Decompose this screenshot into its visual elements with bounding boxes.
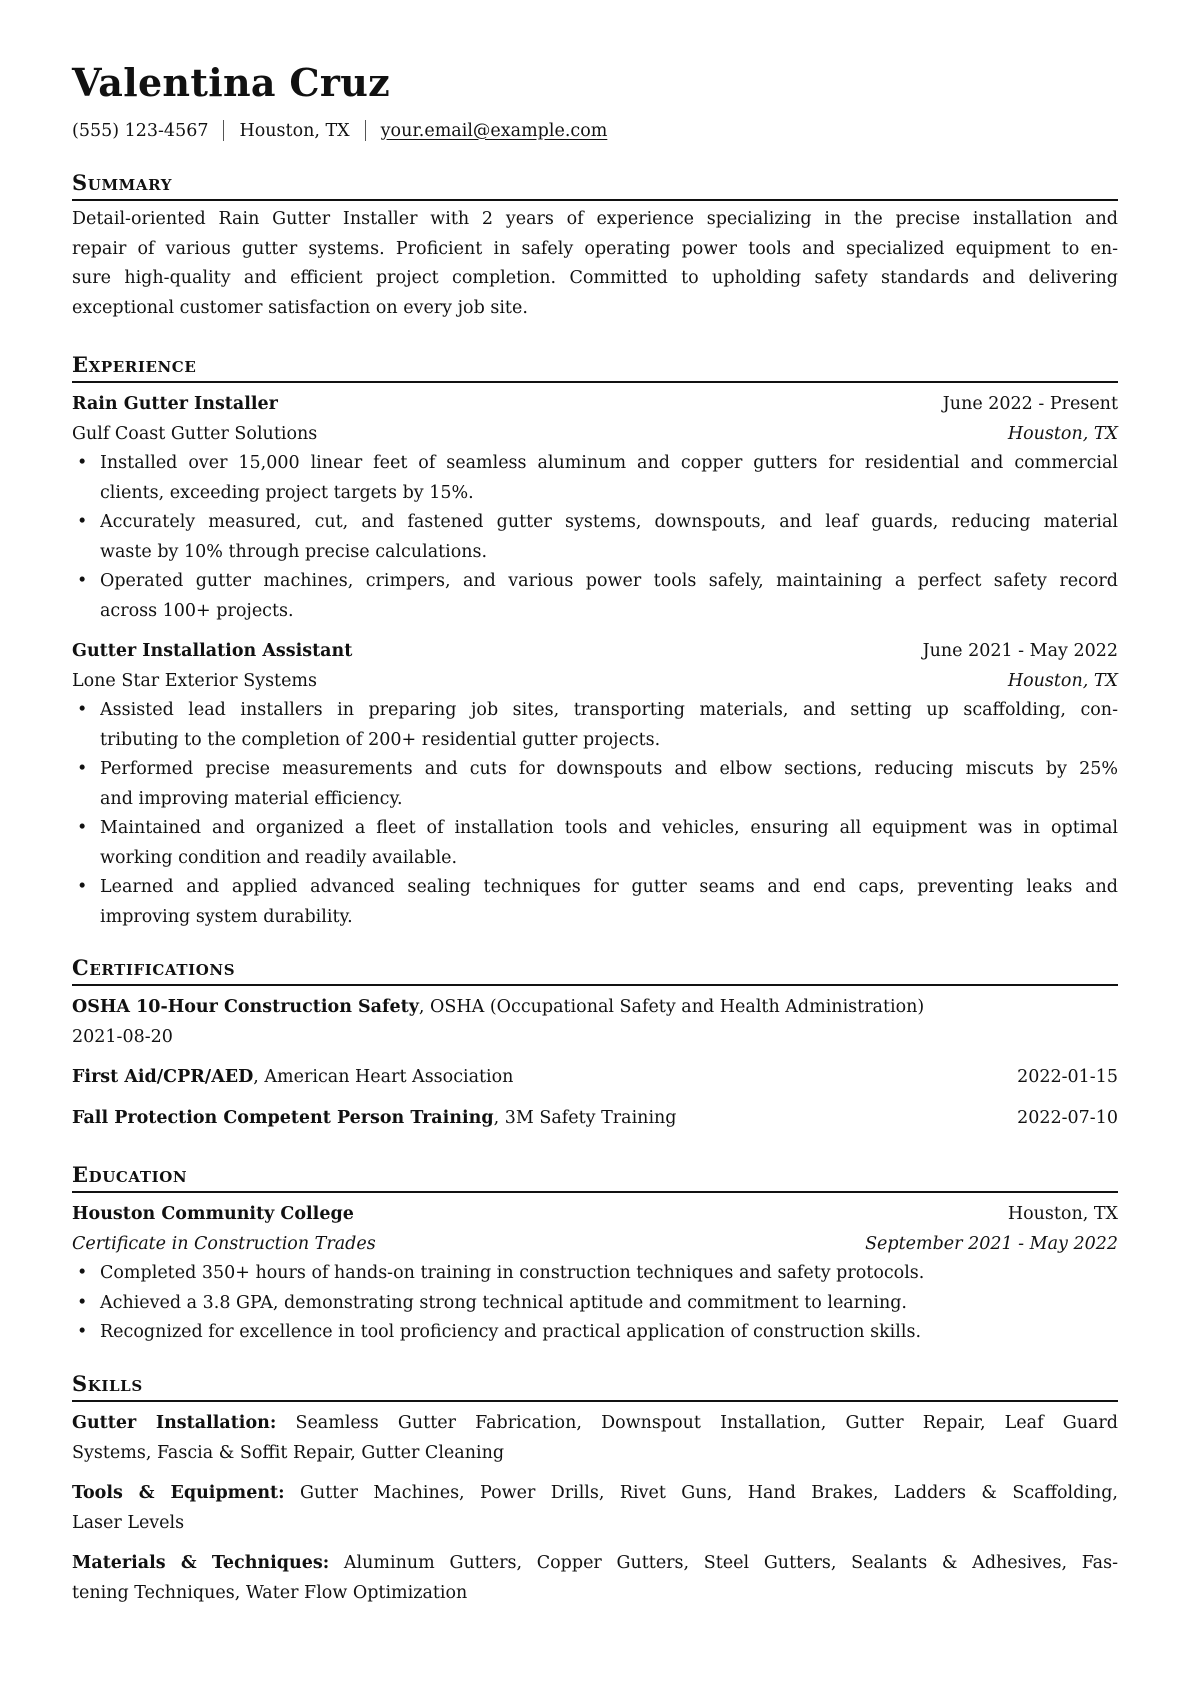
bullet-text: Assisted lead installers in preparing job sites, transporting materials, and setting up scaffolding, con-	[100, 700, 1118, 720]
bullet-icon: •	[77, 877, 88, 897]
bullet-text: tributing to the completion of 200+ residential gutter projects.	[100, 729, 661, 750]
cert-date: 2022-01-15	[1017, 1067, 1118, 1087]
certifications-section	[72, 953, 1118, 1133]
skill-group	[72, 1549, 1118, 1608]
job-dates: June 2022 - Present	[942, 394, 1118, 414]
cert-issuer: , American Heart Association	[253, 1067, 514, 1087]
list-item	[72, 755, 1118, 814]
degree: Certificate in Construction Trades	[72, 1233, 376, 1254]
education-entry	[72, 1200, 1118, 1348]
education-section	[72, 1160, 1118, 1348]
section-title: Education	[72, 1162, 188, 1187]
bullet-text: waste by 10% through precise calculations.	[100, 541, 488, 562]
bullet-icon: •	[77, 571, 88, 591]
section-rule	[72, 381, 1118, 383]
section-rule	[72, 1400, 1118, 1402]
school-name: Houston Community College	[72, 1204, 354, 1224]
bullet-icon: •	[77, 759, 88, 779]
skill-values: Gutter Machines, Power Drills, Rivet Guns, Hand Brakes, Ladders & Scaffolding,	[284, 1483, 1118, 1503]
summary-line: exceptional customer satisfaction on every job site.	[72, 297, 528, 318]
bullet-text: clients, exceeding project targets by 15%.	[100, 482, 474, 503]
summary-line: repair of various gutter systems. Proficient in safely operating power tools and specialized equipment to en-	[72, 238, 1118, 259]
summary-line: Detail-oriented Rain Gutter Installer with 2 years of experience specializing in the precise installation and	[72, 209, 1118, 229]
job-company: Lone Star Exterior Systems	[72, 670, 318, 691]
cert-entry	[72, 1063, 1118, 1093]
cert-name: Fall Protection Competent Person Training	[72, 1107, 494, 1128]
bullet-text: working condition and readily available.	[100, 847, 458, 868]
job-location: Houston, TX	[1007, 423, 1118, 444]
skill-values: Seamless Gutter Fabrication, Downspout Installation, Gutter Repair, Leaf Guard	[276, 1413, 1118, 1433]
bullet-text: Recognized for excellence in tool proficiency and practical application of construction skills.	[100, 1322, 922, 1342]
skill-group	[72, 1409, 1118, 1468]
candidate-name: Valentina Cruz	[72, 60, 390, 105]
school-location: Houston, TX	[1007, 1204, 1118, 1224]
skill-values: tening Techniques, Water Flow Optimization	[72, 1582, 468, 1603]
separator	[223, 120, 224, 141]
summary-section	[72, 168, 1118, 323]
bullet-icon: •	[77, 818, 88, 838]
skill-label: Tools & Equipment:	[72, 1483, 285, 1503]
section-rule	[72, 984, 1118, 986]
bullet-text: Achieved a 3.8 GPA, demonstrating strong technical aptitude and commitment to learning.	[100, 1292, 907, 1313]
contact-line	[72, 120, 607, 141]
education-dates: September 2021 - May 2022	[865, 1233, 1118, 1254]
separator	[365, 120, 366, 141]
list-item	[72, 1259, 1118, 1289]
section-rule	[72, 199, 1118, 201]
section-title: Skills	[72, 1371, 143, 1396]
location: Houston, TX	[239, 120, 350, 141]
job-entry	[72, 637, 1118, 932]
cert-name: First Aid/CPR/AED	[72, 1067, 254, 1087]
skill-values: Laser Levels	[72, 1512, 185, 1533]
bullet-icon: •	[77, 1292, 88, 1313]
skill-values: Aluminum Gutters, Copper Gutters, Steel Gutters, Sealants & Adhesives, Fas-	[329, 1553, 1118, 1573]
cert-entry	[72, 993, 1118, 1052]
experience-section	[72, 350, 1118, 932]
cert-issuer: , 3M Safety Training	[493, 1107, 677, 1128]
bullet-text: Completed 350+ hours of hands-on training in construction techniques and safety protocols.	[100, 1263, 925, 1283]
cert-entry	[72, 1104, 1118, 1134]
phone: (555) 123-4567	[72, 120, 209, 141]
list-item	[72, 1289, 1118, 1319]
bullet-text: improving system durability.	[100, 906, 353, 927]
skill-group	[72, 1479, 1118, 1538]
bullet-text: Accurately measured, cut, and fastened gutter systems, downspouts, and leaf guards, reducing material	[100, 512, 1118, 532]
skill-values: Systems, Fascia & Soffit Repair, Gutter Cleaning	[72, 1442, 505, 1463]
email-link[interactable]: your.email@example.com	[380, 120, 608, 141]
job-role: Gutter Installation Assistant	[72, 641, 353, 661]
cert-date: 2022-07-10	[1017, 1107, 1118, 1128]
job-location: Houston, TX	[1007, 670, 1118, 691]
job-entry	[72, 390, 1118, 626]
bullet-text: across 100+ projects.	[100, 600, 294, 621]
section-title: Certifications	[72, 955, 236, 980]
cert-name: OSHA 10-Hour Construction Safety	[72, 997, 419, 1017]
bullet-text: and improving material efficiency.	[100, 788, 403, 809]
cert-issuer: , OSHA (Occupational Safety and Health Administration)	[418, 997, 925, 1017]
bullet-text: Operated gutter machines, crimpers, and various power tools safely, maintaining a perfect safety record	[100, 571, 1118, 591]
job-company: Gulf Coast Gutter Solutions	[72, 423, 318, 444]
section-rule	[72, 1191, 1118, 1193]
bullet-icon: •	[77, 1322, 88, 1342]
bullet-text: Maintained and organized a fleet of installation tools and vehicles, ensuring all equipment was in optimal	[100, 818, 1118, 838]
bullet-icon: •	[77, 512, 88, 532]
job-dates: June 2021 - May 2022	[922, 641, 1118, 661]
section-title: Experience	[72, 352, 197, 377]
list-item	[72, 873, 1118, 932]
list-item	[72, 814, 1118, 873]
list-item	[72, 1318, 1118, 1348]
skill-label: Materials & Techniques:	[72, 1553, 330, 1573]
bullet-icon: •	[77, 700, 88, 720]
bullet-icon: •	[77, 453, 88, 473]
list-item	[72, 696, 1118, 755]
skill-label: Gutter Installation:	[72, 1413, 277, 1433]
bullet-text: Installed over 15,000 linear feet of seamless aluminum and copper gutters for residential and commercial	[100, 453, 1118, 473]
job-role: Rain Gutter Installer	[72, 394, 278, 414]
skills-section	[72, 1369, 1118, 1608]
bullet-icon: •	[77, 1263, 88, 1283]
bullet-text: Performed precise measurements and cuts for downspouts and elbow sections, reducing miscuts by 25%	[100, 759, 1118, 779]
list-item	[72, 567, 1118, 626]
cert-date: 2021-08-20	[72, 1026, 173, 1047]
list-item	[72, 449, 1118, 508]
summary-line: sure high-quality and efficient project completion. Committed to upholding safety standards and delivering	[72, 268, 1118, 288]
section-title: Summary	[72, 170, 173, 195]
list-item	[72, 508, 1118, 567]
bullet-text: Learned and applied advanced sealing techniques for gutter seams and end caps, preventing leaks and	[100, 877, 1118, 897]
